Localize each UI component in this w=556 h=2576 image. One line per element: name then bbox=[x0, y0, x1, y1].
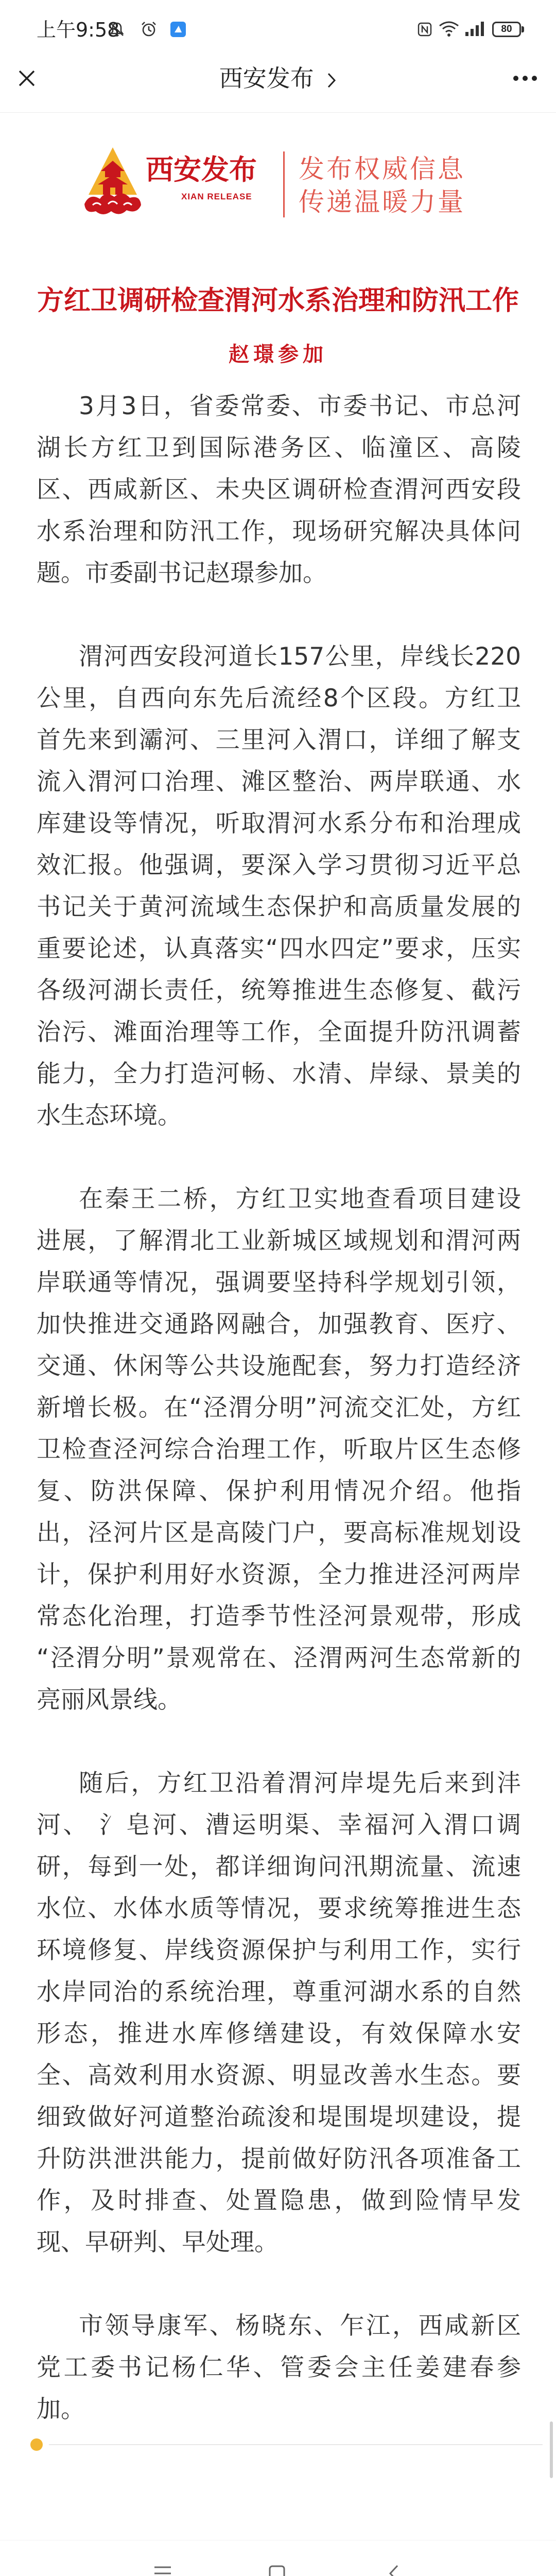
home-square-icon[interactable] bbox=[268, 2565, 286, 2576]
text-line: 在秦王二桥，方红卫实地查看项目建设 bbox=[79, 1185, 521, 1213]
text-line: 作，及时排查、处置隐患，做到险情早发 bbox=[37, 2187, 521, 2215]
chevron-right-icon[interactable] bbox=[326, 72, 337, 89]
text-line: 渭河西安段河道长157公里，岸线长220 bbox=[79, 642, 521, 671]
status-time: 上午9:58 bbox=[37, 19, 120, 41]
alarm-icon bbox=[140, 21, 158, 38]
text-line: 交通、休闲等公共设施配套，努力打造经济 bbox=[37, 1352, 521, 1380]
text-line: 加快推进交通路网融合，加强教育、医疗、 bbox=[37, 1310, 521, 1338]
text-line: 全、高效利用水资源、明显改善水生态。要 bbox=[37, 2061, 521, 2090]
text-line: 各级河湖长责任，统筹推进生态修复、截污 bbox=[37, 976, 521, 1005]
slogan-line-1: 发布权威信息 bbox=[299, 154, 465, 184]
text-line: 复、防洪保障、保护利用情况介绍。他指 bbox=[37, 1477, 521, 1505]
battery-icon: 80 bbox=[492, 22, 521, 37]
text-line: 现、早研判、早处理。 bbox=[37, 2228, 279, 2257]
text-line: 计，保护利用好水资源，全力推进泾河两岸 bbox=[37, 1561, 521, 1589]
nav-divider bbox=[0, 112, 556, 113]
more-dots-icon[interactable] bbox=[512, 72, 538, 84]
text-line: 公里，自西向东先后流经8个区段。方红卫 bbox=[37, 684, 521, 713]
status-bar bbox=[0, 0, 556, 57]
end-divider-line bbox=[49, 2444, 543, 2445]
text-line: 形态，推进水库修缮建设，有效保障水安 bbox=[37, 2020, 521, 2048]
text-line: 细致做好河道整治疏浚和堤围堤坝建设，提 bbox=[37, 2103, 521, 2131]
scrollbar-thumb[interactable] bbox=[550, 2421, 553, 2478]
text-line: 党工委书记杨仁华、管委会主任姜建春参 bbox=[37, 2353, 521, 2382]
text-line: 随后，方红卫沿着渭河岸堤先后来到沣 bbox=[79, 1769, 521, 1798]
text-line: 治污、滩面治理等工作，全面提升防汛调蓄 bbox=[37, 1018, 521, 1046]
end-divider-dot bbox=[30, 2438, 43, 2451]
article-byline: 赵璟参加 bbox=[229, 342, 327, 366]
text-line: 能力，全力打造河畅、水清、岸绿、景美的 bbox=[37, 1060, 521, 1088]
text-line: 卫检查泾河综合治理工作，听取片区生态修 bbox=[37, 1435, 521, 1464]
text-line: 出，泾河片区是高陵门户，要高标准规划设 bbox=[37, 1519, 521, 1547]
wifi-icon bbox=[439, 21, 459, 37]
text-line: 效汇报。他强调，要深入学习贯彻习近平总 bbox=[37, 851, 521, 879]
text-line: 3月3日，省委常委、市委书记、市总河 bbox=[79, 392, 521, 420]
text-line: 水岸同治的系统治理，尊重河湖水系的自然 bbox=[37, 1978, 521, 2006]
text-line: 研，每到一处，都详细询问汛期流量、流速 bbox=[37, 1853, 521, 1881]
text-line: 流入渭河口治理、滩区整治、两岸联通、水 bbox=[37, 768, 521, 796]
text-line: 区、西咸新区、未央区调研检查渭河西安段 bbox=[37, 476, 521, 504]
text-line: 岸联通等情况，强调要坚持科学规划引领， bbox=[37, 1268, 521, 1297]
account-name[interactable]: 西安发布 bbox=[219, 64, 314, 92]
text-line: 题。市委副书记赵璟参加。 bbox=[37, 559, 327, 587]
text-line: 首先来到灞河、三里河入渭口，详细了解支 bbox=[37, 726, 521, 754]
paragraph-5 bbox=[37, 2305, 521, 2430]
text-line: 加。 bbox=[37, 2395, 85, 2424]
nfc-icon bbox=[417, 22, 432, 37]
text-line: 市领导康军、杨晓东、乍江，西咸新区 bbox=[79, 2312, 521, 2340]
article-title: 方红卫调研检查渭河水系治理和防汛工作 bbox=[37, 285, 519, 316]
banner-divider bbox=[283, 151, 285, 217]
logo-subtext: XIAN RELEASE bbox=[181, 192, 252, 201]
signal-icon bbox=[464, 21, 486, 37]
text-line: 湖长方红卫到国际港务区、临潼区、高陵 bbox=[37, 434, 521, 462]
text-line: 水系治理和防汛工作，现场研究解决具体问 bbox=[37, 517, 521, 546]
paragraph-4 bbox=[37, 1762, 521, 2263]
text-line: 水位、水体水质等情况，要求统筹推进生态 bbox=[37, 1894, 521, 1923]
slogan-line-2: 传递温暖力量 bbox=[299, 187, 465, 217]
text-line: 书记关于黄河流域生态保护和高质量发展的 bbox=[37, 893, 521, 921]
text-line: 环境修复、岸线资源保护与利用工作，实行 bbox=[37, 1936, 521, 1964]
bell-off-icon bbox=[108, 21, 126, 38]
text-line: 库建设等情况，听取渭河水系分布和治理成 bbox=[37, 809, 521, 838]
article-body bbox=[37, 385, 521, 2430]
battery-tip bbox=[522, 26, 524, 32]
text-line: “泾渭分明”景观常在、泾渭两河生态常新的 bbox=[37, 1644, 521, 1672]
logo-text: 西安发布 bbox=[146, 153, 257, 186]
nav-title[interactable] bbox=[0, 64, 556, 93]
app-notification-icon bbox=[170, 21, 186, 38]
xian-release-logo-emblem-icon bbox=[82, 145, 143, 217]
text-line: 重要论述，认真落实“四水四定”要求，压实 bbox=[37, 935, 521, 963]
text-line: 水生态环境。 bbox=[37, 1101, 182, 1130]
paragraph-1 bbox=[37, 385, 521, 594]
text-line: 升防洪泄洪能力，提前做好防汛各项准备工 bbox=[37, 2145, 521, 2173]
menu-icon[interactable] bbox=[152, 2564, 173, 2576]
back-icon[interactable] bbox=[387, 2564, 401, 2576]
paragraph-3 bbox=[37, 1178, 521, 1721]
text-line: 河、 氵皂河、漕运明渠、幸福河入渭口调 bbox=[37, 1811, 521, 1839]
banner-slogan bbox=[299, 152, 465, 218]
text-line: 进展，了解渭北工业新城区域规划和渭河两 bbox=[37, 1227, 521, 1255]
text-line: 新增长极。在“泾渭分明”河流交汇处，方红 bbox=[37, 1394, 521, 1422]
text-line: 常态化治理，打造季节性泾河景观带，形成 bbox=[37, 1602, 521, 1631]
paragraph-2 bbox=[37, 636, 521, 1137]
system-navigation-bar bbox=[0, 2540, 556, 2576]
text-line: 亮丽风景线。 bbox=[37, 1686, 182, 1714]
